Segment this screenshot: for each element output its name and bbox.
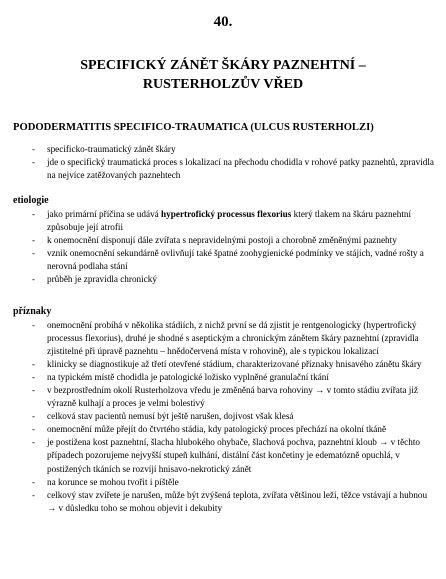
list-item: - na korunce se mohou tvořit i píštěle	[13, 476, 435, 489]
list-item: - vznik onemocnění sekundárně ovlivňují také špatné zoohygienické podmínky ve stájích, vadné rošty a nerovná podlaha stání	[13, 247, 435, 273]
list-item: - klinicky se diagnostikuje až třetí otevřené stádium, charakterizované příznaky hnisavého zánětu škáry	[13, 358, 435, 371]
emphasis-text: hypertrofický processus flexorius	[161, 208, 292, 219]
title-line-2: RUSTERHOLZŮV VŘED	[142, 77, 304, 92]
list-item: - onemocnění probíhá v několika stádiích, z nichž první se dá zjistit je rentgenologicky (hypertrofický processus flexorius), druhé je shodné s aseptickým a chronickým zánětem škáry paznehtní (zpravidla zjistitelné při úpravě paznehtu – hnědočervená místa v rohovině), ale s typickou lokalizací	[13, 319, 435, 358]
title-line-1: SPECIFICKÝ ZÁNĚT ŠKÁRY PAZNEHTNÍ –	[80, 58, 366, 73]
list-item: - k onemocnění disponují dále zvířata s nepravidelnými postoji a chorobně změněnými paznehty	[13, 234, 435, 247]
etiology-section	[13, 194, 435, 286]
list-item: - jde o specifický traumatická proces s lokalizací na přechodu chodidla v rohové patky paznehtů, zpravidla na nejvíce zatěžovaných paznehtech	[13, 156, 435, 182]
section-heading-symptoms: příznaky	[13, 306, 52, 317]
list-item: - v bezprostředním okolí Rusterholzova vředu je změněná barva rohoviny → v tomto stádiu zvířata již výrazně kulhají a proces je velmi bolestivý	[13, 384, 435, 410]
intro-section	[13, 143, 435, 182]
list-item: - je postižena kost paznehtní, šlacha hlubokého ohybače, šlachová pochva, paznehtní kloub → v těchto případech pozorujeme nejvyšší stupeň kulhání, distální část končetiny je edematózně opuchlá, v postižených tkáních se rozvíjí hnisavo-nekrotický zánět	[13, 436, 435, 475]
section-heading-etiology: etiologie	[13, 195, 49, 206]
list-item: - celkový stav zvířete je narušen, může být zvýšená teplota, zvířata většinou leží, těžce vstávají a hubnou → v důsledku toho se mohou objevit i dekubity	[13, 489, 435, 515]
list-item: - celková stav pacientů nemusí být ještě narušen, dojivost však klesá	[13, 410, 435, 423]
list-item: - na typickém místě chodidla je patologické ložisko vyplněné granulační tkání	[13, 371, 435, 384]
list-item: - specificko-traumatický zánět škáry	[13, 143, 435, 156]
latin-subtitle: PODODERMATITIS SPECIFICO-TRAUMATICA (ULCUS RUSTERHOLZI)	[13, 122, 374, 133]
list-item: - jako primární příčina se udává hypertrofický processus flexorius který tlakem na škáru paznehtní způsobuje její atrofii	[13, 208, 435, 234]
chapter-number: 40.	[213, 14, 233, 30]
list-item: - onemocnění může přejít do čtvrtého stádia, kdy patologický proces přechází na okolní tkáně	[13, 423, 435, 436]
list-item: - průběh je zpravidla chronický	[13, 273, 435, 286]
symptoms-section	[13, 305, 435, 515]
page-title	[0, 56, 446, 94]
